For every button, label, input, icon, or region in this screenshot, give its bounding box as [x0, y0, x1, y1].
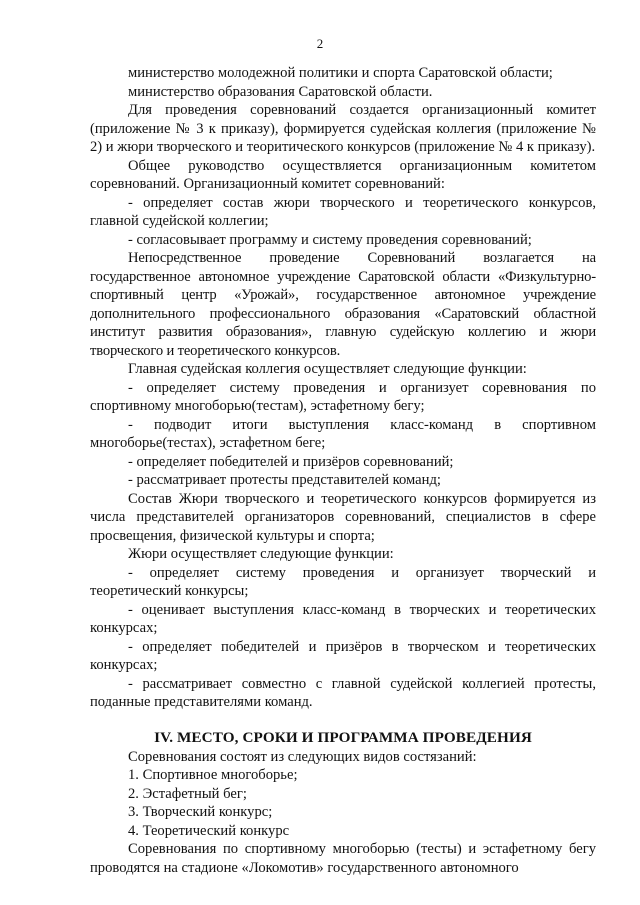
list-item: - определяет систему проведения и организует творческий и теоретический конкурсы;	[90, 564, 596, 599]
competition-type-item: 3. Творческий конкурс;	[128, 804, 273, 820]
paragraph: Непосредственное проведение Соревнований возлагается на государственное автономное учреждение Саратовской области «Физкультурно-спортивный центр «Урожай», государственное автономное учреждение дополнительного профессионального образования «Саратовский областной институт развития образования», главную судейскую коллегию и жюри творческого и теоретического конкурсов.	[90, 250, 596, 359]
paragraph: министерство образования Саратовской области.	[128, 83, 433, 100]
list-item: - подводит итоги выступления класс-команд в спортивном многоборье(тестах), эстафетном беге;	[90, 416, 596, 451]
paragraph: Главная судейская коллегия осуществляет следующие функции:	[128, 361, 527, 377]
paragraph: Жюри осуществляет следующие функции:	[128, 546, 394, 562]
list-item: - определяет состав жюри творческого и теоретического конкурсов, главной судейской коллегии;	[90, 194, 596, 229]
page-number: 2	[316, 36, 324, 51]
list-item: - определяет систему проведения и организует соревнования по спортивному многоборью(тестам), эстафетному бегу;	[90, 379, 596, 414]
list-item: - оценивает выступления класс-команд в творческих и теоретических конкурсах;	[90, 601, 596, 636]
section-heading: IV. МЕСТО, СРОКИ И ПРОГРАММА ПРОВЕДЕНИЯ	[154, 728, 532, 746]
competition-type-item: 4. Теоретический конкурс	[128, 822, 290, 839]
paragraph: Для проведения соревнований создается организационный комитет (приложение № 3 к приказу), формируется судейская коллегия (приложение № 2) и жюри творческого и теоритического конкурсов (приложение № 4 к приказу).	[90, 102, 596, 155]
paragraph: министерство молодежной политики и спорта Саратовской области;	[128, 65, 553, 81]
competition-type-item: 2. Эстафетный бег;	[128, 785, 247, 802]
section-intro: Соревнования состоят из следующих видов состязаний:	[128, 748, 477, 765]
list-item: - определяет победителей и призёров соревнований;	[128, 453, 454, 470]
paragraph: Соревнования по спортивному многоборью (тесты) и эстафетному бегу проводятся на стадионе «Локомотив» государственного автономного	[90, 841, 596, 876]
paragraph: Общее руководство осуществляется организационным комитетом соревнований. Организационный комитет соревнований:	[90, 157, 596, 192]
document-body	[90, 64, 596, 877]
list-item: - согласовывает программу и систему проведения соревнований;	[128, 231, 532, 248]
paragraph: Состав Жюри творческого и теоретического конкурсов формируется из числа представителей организаторов соревнований, специалистов в сфере просвещения, физической культуры и спорта;	[90, 490, 596, 544]
list-item: - рассматривает совместно с главной судейской коллегией протесты, поданные представителями команд.	[90, 675, 596, 710]
list-item: - рассматривает протесты представителей команд;	[128, 472, 441, 488]
list-item: - определяет победителей и призёров в творческом и теоретических конкурсах;	[90, 638, 596, 673]
competition-type-item: 1. Спортивное многоборье;	[128, 767, 298, 783]
